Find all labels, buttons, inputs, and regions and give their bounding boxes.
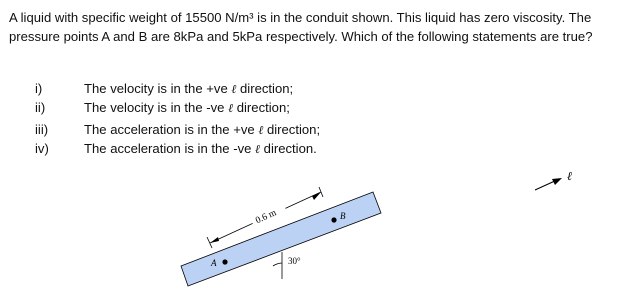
dimension-arrowhead-right — [312, 192, 321, 200]
dimension-arrowhead-left — [210, 237, 219, 243]
option-number: ii) — [35, 100, 46, 115]
dimension-label: 0.6 m — [254, 208, 279, 227]
option-statement: The acceleration is in the -ve ℓ direction. — [84, 141, 317, 156]
direction-arrowhead — [552, 178, 562, 185]
angle-label: 30° — [288, 256, 301, 266]
option-statement: The velocity is in the +ve ℓ direction; — [84, 81, 294, 96]
angle-arc — [273, 263, 282, 266]
point-b — [331, 217, 336, 222]
option-statement: The acceleration is in the +ve ℓ direction; — [84, 122, 321, 137]
option-number: i) — [35, 81, 43, 96]
question-text: A liquid with specific weight of 15500 N/m³ is in the conduit shown. This liquid has zero viscosity. The pressure points A and B are 8kPa and 5kPa respectively. Which of the following statements are true? — [9, 10, 593, 44]
option-number: iv) — [35, 141, 49, 156]
option-statement: The velocity is in the -ve ℓ direction; — [84, 100, 290, 115]
direction-label: ℓ — [567, 169, 572, 183]
point-a-label: A — [211, 258, 217, 268]
point-b-label: B — [340, 211, 346, 221]
point-a — [222, 259, 227, 264]
option-number: iii) — [35, 122, 49, 137]
